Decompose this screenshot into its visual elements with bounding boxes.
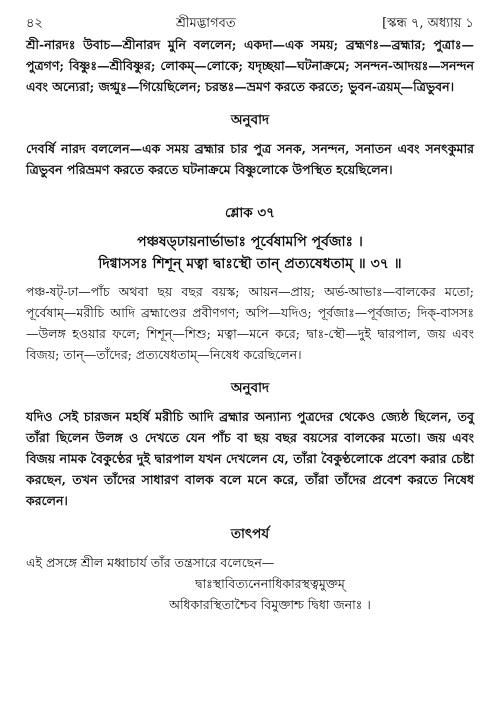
purport-heading: তাৎপর্য	[230, 526, 270, 542]
section-reference: [স্কন্ধ ৭, অধ্যায় ১	[382, 16, 474, 31]
page-header	[26, 6, 474, 34]
translation-heading-1: অনুবাদ	[230, 112, 270, 128]
verse-heading: শ্লোক ৩৭	[225, 205, 275, 221]
translation-paragraph-1: দেবর্ষি নারদ বললেন—এক সময় ব্রহ্মার চার পুত্র সনক, সনন্দন, সনাতন এবং সনৎকুমার ত্রিভুবন পরিভ্রমণ করতে করতে ঘটনাক্রমে বিষ্ণুলোকে উপস্থিত হয়েছিলেন।	[26, 141, 474, 177]
synonyms-paragraph-1: শ্রী-নারদঃ উবাচ—শ্রীনারদ মুনি বললেন; একদা—এক সময়; ব্রহ্মণঃ—ব্রহ্মার; পুত্রাঃ—পুত্রগণ; বিষ্ণুঃ—শ্রীবিষ্ণুর; লোকম্—লোকে; যদৃচ্ছয়া—ঘটনাক্রমে; সনন্দন-আদয়ঃ—সনন্দন এবং অন্যেরা; জগ্মুঃ—গিয়েছিলেন; চরন্তঃ—ভ্রমণ করতে করতে; ভুবন-ত্রয়ম্—ত্রিভুবন।	[26, 37, 474, 94]
translation-paragraph-2: যদিও সেই চারজন মহর্ষি মরীচি আদি ব্রহ্মার অন্যান্য পুত্রদের থেকেও জ্যেষ্ঠ ছিলেন, তবু তাঁরা ছিলেন উলঙ্গ ও দেখতে যেন পাঁচ বা ছয় বছর বয়সের বালকের মতো। জয় এবং বিজয় নামক বৈকুণ্ঠের দুই দ্বারপাল যখন দেখলেন যে, তাঁরা বৈকুণ্ঠলোকে প্রবেশ করার চেষ্টা করছেন, তখন তাঁদের সাধারণ বালক বলে মনে করে, তাঁরা তাঁদের প্রবেশ করতে নিষেধ করলেন।	[26, 409, 474, 508]
purport-intro: এই প্রসঙ্গে শ্রীল মধ্বাচার্য তাঁর তন্ত্রসারে বলেছেন—	[26, 555, 275, 570]
verse-line-1: পঞ্চষড্ঢায়নার্ভাভাঃ পূর্বেষামপি পূর্বজাঃ ।	[137, 234, 363, 250]
quote-line-1: দ্বাঃস্থাবিত্যনেনাধিকারস্থত্বমুক্তম্	[195, 576, 345, 591]
verse-line-2: দিগ্বাসসঃ শিশূন্ মত্বা দ্বাঃস্থৌ তান্ প্রত্যষেধতাম্ ॥ ৩৭ ॥	[98, 256, 402, 272]
synonyms-paragraph-2: পঞ্চ-ষট্-ঢা—পাঁচ অথবা ছয় বছর বয়স্ক; আয়ন—প্রায়; অর্ভ-আভাঃ—বালকের মতো; পূর্বেষাম্—মরীচি আদি ব্রহ্মাণ্ডের প্রবীণগণ; অপি—যদিও; পূর্বজাঃ—পূর্বজাত; দিক্-বাসসঃ—উলঙ্গ হওয়ার ফলে; শিশূন্—শিশু; মত্বা—মনে করে; দ্বাঃ-স্থৌ—দুই দ্বারপাল, জয় এবং বিজয়; তান্—তাঁদের; প্রত্যষেধতাম্—নিষেধ করেছিলেন।	[26, 284, 474, 362]
book-title: শ্রীমদ্ভাগবত	[176, 16, 236, 31]
book-page	[26, 6, 474, 615]
page-number: ৪২	[26, 16, 43, 31]
translation-heading-2: অনুবাদ	[230, 380, 270, 396]
quote-line-2: অধিকারস্থিতাশ্চৈব বিমুক্তাশ্চ দ্বিধা জনাঃ ।	[169, 597, 371, 612]
